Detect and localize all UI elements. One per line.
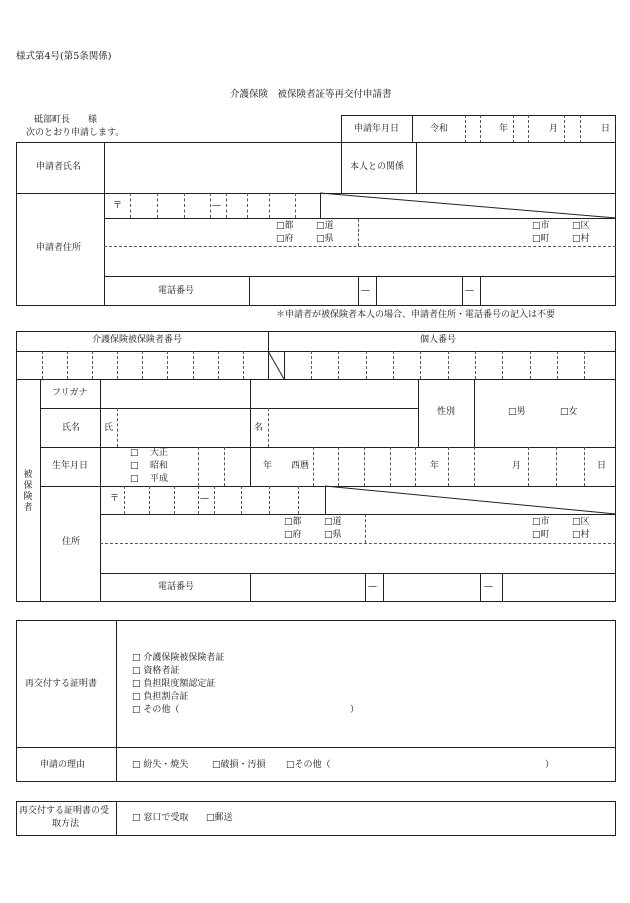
pref-ken: □県 — [316, 234, 334, 244]
applicant-phone-label: 電話番号 — [158, 286, 195, 296]
date-year: 年 — [499, 124, 509, 134]
reason-other-close: ） — [545, 760, 555, 770]
form-number: 様式第4号(第5条関係) — [16, 51, 112, 62]
insured-city-shi: □市 — [532, 517, 550, 527]
cert-option-hihokensha[interactable]: □ 介護保険被保険者証 — [132, 653, 225, 663]
insured-city-mura: □村 — [572, 530, 590, 540]
insured-number-field[interactable] — [18, 353, 266, 377]
receipt-label-line2: 取方法 — [52, 819, 80, 829]
sex-male-checkbox[interactable]: □男 — [508, 407, 526, 417]
certificate-table — [16, 620, 616, 782]
applicant-address-label: 申請者住所 — [36, 243, 82, 253]
insured-name-label: 氏名 — [62, 423, 81, 433]
furigana-field[interactable] — [102, 381, 416, 406]
era-reiwa: 令和 — [430, 124, 449, 134]
applicant-address-field[interactable] — [106, 248, 614, 274]
birth-day-mark: 日 — [597, 461, 607, 471]
cert-other-close: ） — [350, 705, 360, 715]
addressee: 砥部町長 様 — [34, 115, 98, 125]
insured-postal-field[interactable] — [126, 488, 323, 512]
applicant-note: ＊申請者が被保険者本人の場合、申請者住所・電話番号の記入は不要 — [276, 310, 556, 320]
personal-number-field[interactable] — [286, 353, 614, 377]
certificate-label: 再交付する証明書 — [25, 679, 98, 689]
era-taisho: 大正 — [150, 448, 169, 458]
cert-option-shikakusha[interactable]: □ 資格者証 — [132, 666, 180, 676]
insured-phone-label: 電話番号 — [158, 582, 195, 592]
cert-option-gendogaku[interactable]: □ 負担限度額認定証 — [132, 679, 216, 689]
insured-pref-ken: □県 — [324, 530, 342, 540]
city-ku: □区 — [572, 221, 590, 231]
family-name-mark: 氏 — [104, 423, 114, 433]
applicant-postal-field[interactable] — [132, 196, 317, 216]
insured-phone-dash-2: — — [484, 582, 493, 592]
insured-city-machi: □町 — [532, 530, 550, 540]
era-showa: 昭和 — [150, 461, 169, 471]
reason-other[interactable]: □その他（ — [286, 760, 331, 770]
applicant-name-label: 申請者氏名 — [36, 162, 82, 172]
insured-postal-dash: — — [200, 494, 209, 504]
applicant-phone-field[interactable] — [251, 278, 614, 304]
seireki-label: 西暦 — [291, 461, 310, 471]
reason-label: 申請の理由 — [40, 760, 86, 770]
date-month: 月 — [549, 124, 559, 134]
insured-postal-mark: 〒 — [110, 494, 120, 504]
cert-option-futanwariai[interactable]: □ 負担割合証 — [132, 692, 189, 702]
reason-damaged[interactable]: □破損・汚損 — [212, 760, 266, 770]
birth-seireki-year-mark: 年 — [430, 461, 440, 471]
insured-city-ku: □区 — [572, 517, 590, 527]
insured-address-label: 住所 — [62, 537, 81, 547]
pref-do: □道 — [316, 221, 334, 231]
pref-to: □都 — [276, 221, 294, 231]
pref-fu: □府 — [276, 234, 294, 244]
city-mura: □村 — [572, 234, 590, 244]
cert-option-other[interactable]: □ その他（ — [132, 705, 180, 715]
date-day: 日 — [601, 124, 611, 134]
phone-dash-1: — — [361, 286, 370, 296]
birth-date-field[interactable] — [200, 449, 612, 484]
insured-pref-to: □都 — [284, 517, 302, 527]
page-title: 介護保険 被保険者証等再交付申請書 — [230, 89, 392, 100]
application-date-label: 申請年月日 — [354, 124, 400, 134]
receipt-counter[interactable]: □ 窓口で受取 — [132, 813, 189, 823]
insured-pref-fu: □府 — [284, 530, 302, 540]
city-shi: □市 — [532, 221, 550, 231]
given-name-mark: 名 — [254, 423, 264, 433]
insured-phone-field[interactable] — [252, 575, 614, 600]
phone-dash-2: — — [465, 286, 474, 296]
city-machi: □町 — [532, 234, 550, 244]
insured-pref-do: □道 — [324, 517, 342, 527]
insured-phone-dash-1: — — [368, 582, 377, 592]
personal-number-label: 個人番号 — [420, 335, 457, 345]
birth-date-label: 生年月日 — [52, 461, 89, 471]
birth-year-mark: 年 — [263, 461, 273, 471]
insured-side-label: 被保険者 — [23, 470, 33, 513]
receipt-mail[interactable]: □郵送 — [206, 813, 233, 823]
postal-dash: — — [212, 201, 221, 211]
checkbox-showa[interactable]: □ — [130, 461, 139, 471]
sex-female-checkbox[interactable]: □女 — [560, 407, 578, 417]
sex-label: 性別 — [437, 407, 456, 417]
checkbox-taisho[interactable]: □ — [130, 448, 139, 458]
insured-address-field[interactable] — [102, 545, 614, 571]
reason-other-input[interactable] — [344, 759, 542, 771]
insured-number-label: 介護保険被保険者番号 — [92, 335, 183, 345]
furigana-label: フリガナ — [52, 388, 88, 398]
birth-month-mark: 月 — [512, 461, 522, 471]
cert-other-input[interactable] — [182, 705, 347, 716]
postal-mark: 〒 — [113, 201, 123, 211]
given-name-field[interactable] — [270, 410, 416, 445]
intro-text: 次のとおり申請します。 — [26, 128, 125, 138]
reason-lost[interactable]: □ 紛失・焼失 — [132, 760, 189, 770]
relation-label: 本人との関係 — [350, 162, 405, 172]
family-name-field[interactable] — [119, 410, 248, 445]
era-heisei: 平成 — [150, 474, 169, 484]
checkbox-heisei[interactable]: □ — [130, 474, 139, 484]
receipt-label-line1: 再交付する証明書の受 — [19, 806, 110, 816]
